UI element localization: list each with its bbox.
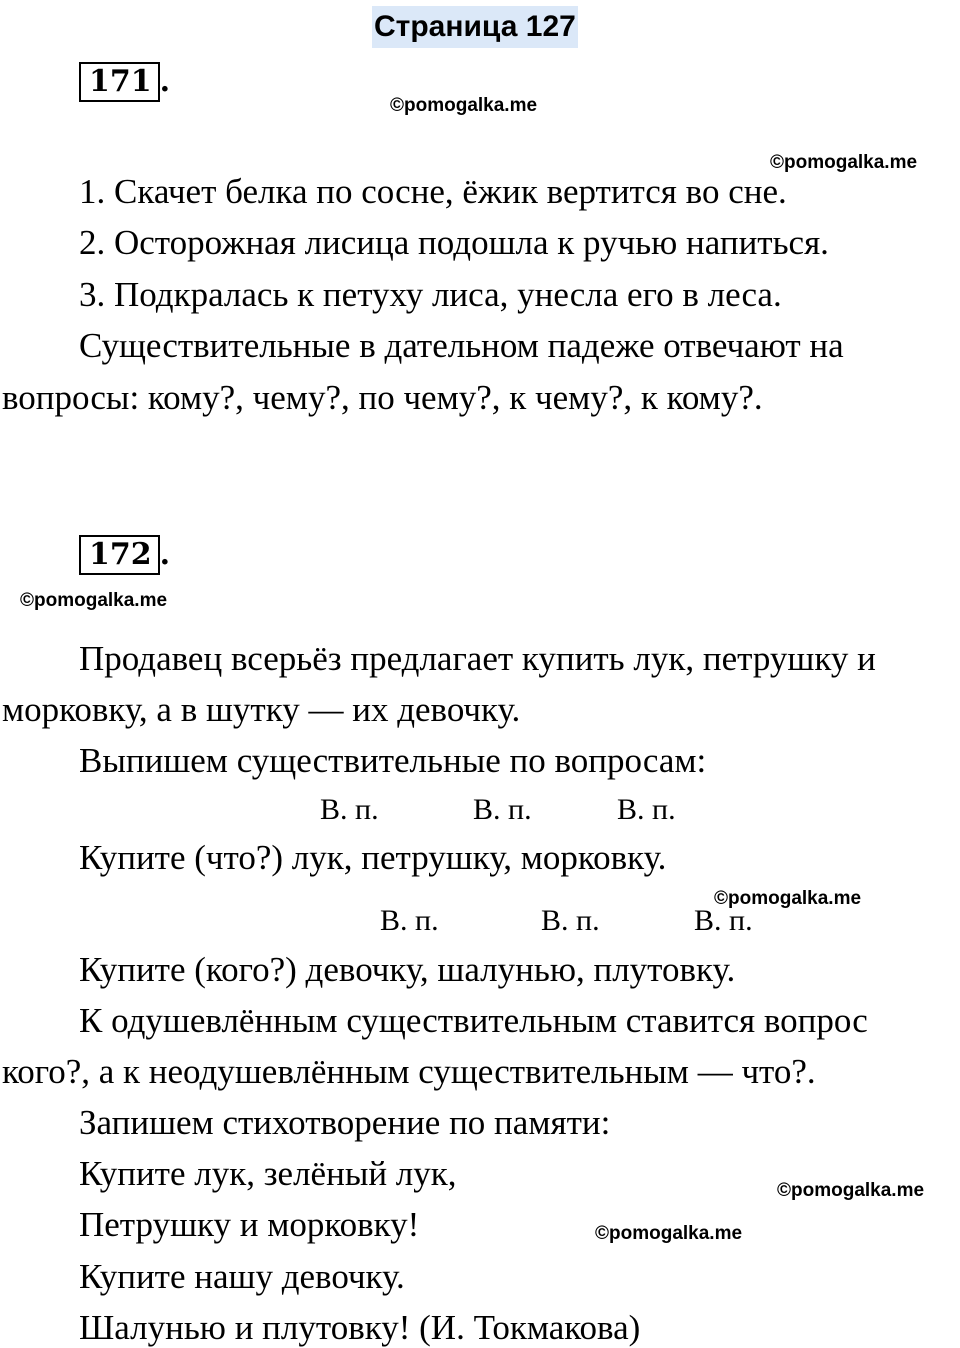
watermark: ©pomogalka.me [777,1180,925,1201]
poem-line: Шалунью и плутовку! (И. Токмакова) [79,1308,641,1347]
text-line: Продавец всерьёз предлагает купить лук, петрушку и [79,639,876,678]
text-line: Запишем стихотворение по памяти: [79,1103,611,1142]
poem-line: Купите нашу девочку. [79,1257,405,1296]
text-line: 3. Подкралась к петуху лиса, унесла его в леса. [79,275,782,314]
text-line: 1. Скачет белка по сосне, ёжик вертится во сне. [79,172,787,211]
case-label: В. п. [320,793,379,826]
case-label: В. п. [694,904,753,937]
text-line: Купите (что?) лук, петрушку, морковку. [79,838,667,877]
page-title: Страница 127 [372,6,578,48]
exercise-172-number: 172 . [79,535,170,575]
watermark: ©pomogalka.me [770,152,918,173]
watermark: ©pomogalka.me [595,1223,743,1244]
case-label: В. п. [380,904,439,937]
text-line: 2. Осторожная лисица подошла к ручью напиться. [79,223,829,262]
text-line: кого?, а к неодушевлённым существительным — что?. [2,1052,816,1091]
text-line: Выпишем существительные по вопросам: [79,741,707,780]
case-label: В. п. [541,904,600,937]
exercise-171-number: 171 . [79,62,170,102]
text-line: Существительные в дательном падеже отвечают на [79,326,844,365]
case-label: В. п. [617,793,676,826]
text-line: вопросы: кому?, чему?, по чему?, к чему?, к кому?. [2,378,763,417]
poem-line: Петрушку и морковку! [79,1205,420,1244]
watermark: ©pomogalka.me [714,888,862,909]
text-line: морковку, а в шутку — их девочку. [2,690,521,729]
watermark: ©pomogalka.me [20,590,168,611]
watermark: ©pomogalka.me [390,95,538,116]
text-line: Купите (кого?) девочку, шалунью, плутовку. [79,950,736,989]
poem-line: Купите лук, зелёный лук, [79,1154,457,1193]
text-line: К одушевлённым существительным ставится вопрос [79,1001,868,1040]
case-label: В. п. [473,793,532,826]
